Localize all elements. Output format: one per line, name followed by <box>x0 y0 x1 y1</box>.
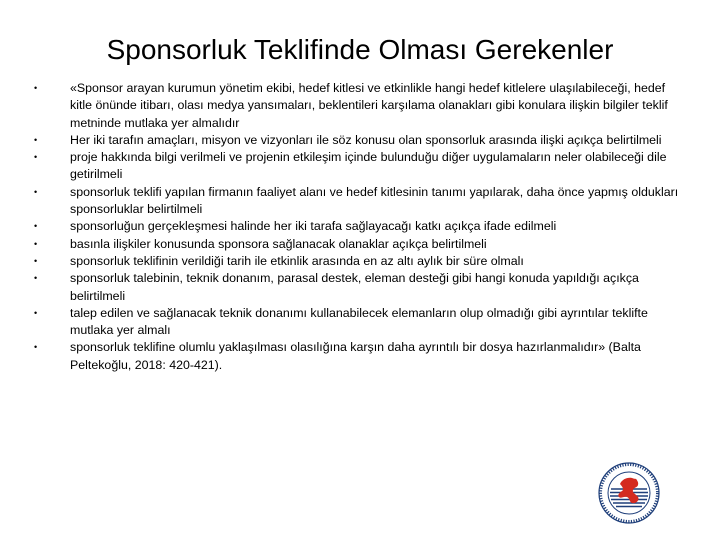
slide-title: Sponsorluk Teklifinde Olması Gerekenler <box>106 34 614 65</box>
bullet-marker: • <box>34 255 38 266</box>
bullet-list <box>28 80 688 374</box>
bullet-text: «Sponsor arayan kurumun yönetim ekibi, hedef kitlesi ve etkinlikle hangi hedef kitlelere ulaşılabileceği, hedef kitle önünde itibarı, olası medya yansımaları, beklentileri karşılama olanakları gibi konulara ilişkin bilgiler teklif metninde mutlaka yer almalıdır <box>70 81 668 130</box>
bullet-marker: • <box>34 221 38 232</box>
bullet-text: basınla ilişkiler konusunda sponsora sağlanacak olanaklar açıkça belirtilmeli <box>70 236 487 251</box>
list-item <box>28 305 688 340</box>
seal-emblem-head <box>633 479 637 483</box>
list-item <box>28 80 688 132</box>
bullet-marker: • <box>34 83 38 93</box>
bullet-marker: • <box>34 307 38 318</box>
university-seal-icon <box>598 462 660 524</box>
list-item <box>28 218 688 235</box>
bullet-marker: • <box>34 273 38 284</box>
bullet-text: sponsorluk talebinin, teknik donanım, parasal destek, eleman desteği gibi hangi konuda yapıldığı açıkça belirtilmeli <box>70 271 639 303</box>
list-item <box>28 149 688 184</box>
bullet-text: proje hakkında bilgi verilmeli ve projenin etkileşim içinde bulunduğu diğer uygulamaların neler olabileceği dile getirilmeli <box>70 150 667 182</box>
list-item <box>28 339 688 374</box>
bullet-text: sponsorluk teklifine olumlu yaklaşılması olasılığına karşın daha ayrıntılı bir dosya hazırlanmalıdır» (Balta Peltekoğlu, 2018: 420-421). <box>70 340 641 372</box>
bullet-marker: • <box>34 238 38 249</box>
bullet-text: Her iki tarafın amaçları, misyon ve vizyonları ile söz konusu olan sponsorluk arasında ilişki açıkça belirtilmeli <box>70 132 662 147</box>
bullet-text: talep edilen ve sağlanacak teknik donanımı kullanabilecek elemanların olup olmadığı gibi ayrıntılar teklifte mutlaka yer almalı <box>70 305 648 338</box>
list-item <box>28 253 688 270</box>
seal-graphic <box>598 462 660 524</box>
bullet-marker: • <box>34 134 38 145</box>
bullet-marker: • <box>34 186 38 197</box>
list-item <box>28 184 688 219</box>
list-item <box>28 236 688 253</box>
bullet-text: sponsorluk teklifinin verildiği tarih ile etkinlik arasında en az altı aylık bir süre olmalı <box>70 253 524 268</box>
bullet-text: sponsorluğun gerçekleşmesi halinde her iki tarafa sağlayacağı katkı açıkça ifade edilmeli <box>70 219 557 234</box>
list-item <box>28 270 688 305</box>
bullet-text: sponsorluk teklifi yapılan firmanın faaliyet alanı ve hedef kitlesinin tanımı yapılarak, daha önce yapmış oldukları sponsorluklar belirtilmeli <box>70 184 679 217</box>
bullet-marker: • <box>34 152 38 163</box>
list-item <box>28 132 688 149</box>
bullet-marker: • <box>34 342 38 353</box>
